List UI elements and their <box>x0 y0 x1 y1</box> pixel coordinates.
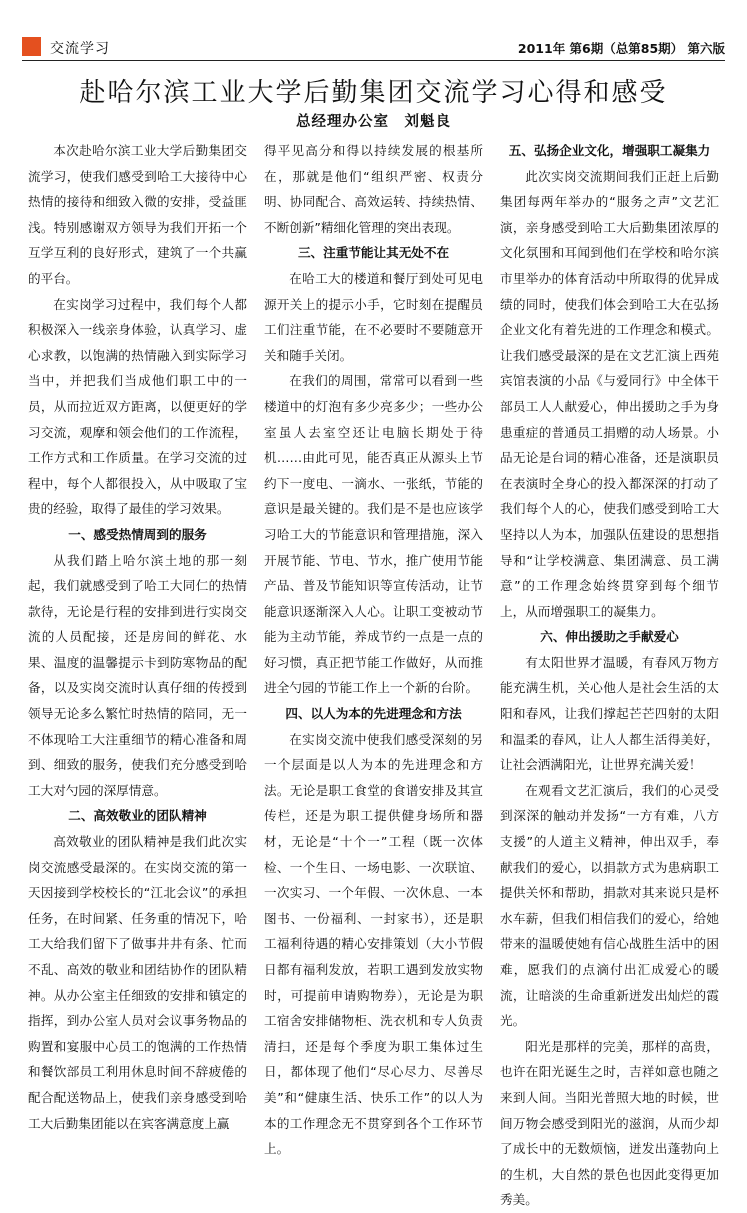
article-title: 赴哈尔滨工业大学后勤集团交流学习心得和感受 <box>79 78 668 108</box>
section-heading: 五、弘扬企业文化，增强职工凝集力 <box>508 143 711 158</box>
section-heading: 三、注重节能让其无处不在 <box>297 245 450 261</box>
article-body <box>28 138 719 1208</box>
paragraph: 有太阳世界才温暖，有春风万物方能充满生机，关心他人是社会生活的太阳和春风，让我们撑起芒芒四射的太阳和温柔的春风，让人人都生活得美好，让社会洒满阳光，让世界充满关爱！ <box>500 654 719 773</box>
section-marker <box>22 37 41 56</box>
paragraph: 从我们踏上哈尔滨土地的那一刻起，我们就感受到了哈工大同仁的热情款待，无论是行程的安排到进行实岗交流的人员配接，还是房间的鲜花、水果、温度的温馨提示卡到防寒物品的配备，以及实岗交流时认真仔细的传授到领导无论多么繁忙时热情的陪同，无一不体现哈工大注重细节的精心准备和周到、细致的服务，使我们充分感受到哈工大对勺园的深厚情意。 <box>28 552 247 798</box>
article-column-3 <box>500 138 719 1208</box>
paragraph: 阳光是那样的完美，那样的高贵，也许在阳光诞生之时，吉祥如意也随之来到人间。当阳光普照大地的时候，世间万物会感受到阳光的滋润，从而少却了成长中的无数烦恼，迸发出蓬勃向上的生机，大自然的景色也因此变得更加秀美。 <box>500 1038 719 1208</box>
section-heading: 二、高效敬业的团队精神 <box>68 808 207 824</box>
header-divider <box>22 60 725 61</box>
section-heading: 六、伸出援助之手献爱心 <box>540 629 679 645</box>
section-label: 交流学习 <box>50 41 110 57</box>
page-header <box>22 36 725 58</box>
section-heading: 一、感受热情周到的服务 <box>68 526 207 542</box>
article-column-1 <box>28 138 247 1131</box>
paragraph: 在实岗交流中使我们感受深刻的另一个层面是以人为本的先进理念和方法。无论是职工食堂的食谱安排及其宣传栏，还是为职工提供健身场所和器材，无论是“十个一”工程（既一次体检、一个生日、一场电影、一次联谊、一次实习、一个年假、一次休息、一本图书、一份福利、一封家书），还是职工福利待遇的精心安排策划（大小节假日都有福利发放，若职工遇到发放实物时，可提前申请购物券），无论是为职工宿舍安排储物柜、洗衣机和专人负责清扫，还是每个季度为职工集体过生日，都体现了他们“尽心尽力、尽善尽美”和“健康生活、快乐工作”的以人为本的工作理念无不贯穿到各个工作环节上。 <box>264 731 483 1157</box>
paragraph: 在哈工大的楼道和餐厅到处可见电源开关上的提示小手，它时刻在提醒员工们注重节能，在不必要时不要随意开关和随手关闭。 <box>264 270 483 363</box>
paragraph: 本次赴哈尔滨工业大学后勤集团交流学习，使我们感受到哈工大接待中心热情的接待和细致入微的安排，受益匪浅。特别感谢双方领导为我们开拓一个互学互利的良好形式，建筑了一个共赢的平台。 <box>28 143 247 286</box>
issue-info: 2011年 第6期（总第85期） 第六版 <box>517 41 725 56</box>
article-column-2 <box>264 138 483 1157</box>
section-heading: 四、以人为本的先进理念和方法 <box>285 706 462 722</box>
paragraph: 得平见高分和得以持续发展的根基所在，那就是他们“组织严密、权责分明、协同配合、高效运转、持续热情、不断创新”精细化管理的突出表现。 <box>264 143 483 235</box>
paragraph: 高效敬业的团队精神是我们此次实岗交流感受最深的。在实岗交流的第一天因接到学校校长的“江北会议”的承担任务，在时间紧、任务重的情况下，哈工大给我们留下了做事井井有条、忙而不乱、高效的敬业和团结协作的团队精神。从办公室主任细致的安排和镇定的指挥，到办公室人员对会议事务物品的购置和宴服中心员工的饱满的工作热情和餐饮部员工利用休息时间不辞疲倦的配合配送物品上，使我们亲身感受到哈工大后勤集团能以在宾客满意度上赢 <box>28 834 247 1131</box>
paragraph: 在我们的周围，常常可以看到一些楼道中的灯泡有多少亮多少；一些办公室虽人去室空还让电脑长期处于待机……由此可见，能否真正从源头上节约下一度电、一滴水、一张纸，节能的意识是最关键的。我们是不是也应该学习哈工大的节能意识和管理措施，深入开展节能、节电、节水，推广使用节能产品、普及节能知识等宣传活动，让节能意识逐渐深入人心。让职工变被动节能为主动节能，养成节约一点是一点的好习惯，真正把节能工作做好，从而推进全勺园的节能工作上一个新的台阶。 <box>264 373 483 696</box>
paragraph: 此次实岗交流期间我们正赶上后勤集团每两年举办的“服务之声”文艺汇演，亲身感受到哈工大后勤集团浓厚的文化氛围和耳闻到他们在学校和哈尔滨市里举办的体育活动中所取得的优异成绩的同时，使我们体会到哈工大在弘扬企业文化有着先进的工作理念和模式。让我们感受最深的是在文艺汇演上西苑宾馆表演的小品《与爱同行》中全体干部员工人人献爱心，伸出援助之手为身患重症的普通员工捐赠的动人场景。小品无论是台词的精心准备，还是演职员在表演时全身心的投入都深深的打动了我们每个人的心，使我们感受到哈工大坚持以人为本，加强队伍建设的思想指导和“让学校满意、集团满意、员工满意”的工作理念始终贯穿到每个细节上，从而增强职工的凝集力。 <box>500 168 719 619</box>
article-author: 总经理办公室 刘魁良 <box>296 114 451 130</box>
paragraph: 在观看文艺汇演后，我们的心灵受到深深的触动并发扬“一方有难，八方支援”的人道主义精神，伸出双手，奉献我们的爱心，以捐款方式为患病职工提供关怀和帮助，捐款对其来说只是杯水车薪，但我们相信我们的爱心，给她带来的温暖使她有信心战胜生活中的困难，愿我们的点滴付出汇成爱心的暖流，让暗淡的生命重新迸发出灿烂的霞光。 <box>500 782 719 1029</box>
paragraph: 在实岗学习过程中，我们每个人都积极深入一线亲身体验，认真学习、虚心求教，以饱满的热情融入到实际学习当中，并把我们当成他们职工中的一员，从而拉近双方距离，以便更好的学习交流，观摩和领会他们的工作流程，工作方式和工作质量。在学习交流的过程中，每个人都很投入，从中吸取了宝贵的经验，取得了最佳的学习效果。 <box>28 296 247 517</box>
